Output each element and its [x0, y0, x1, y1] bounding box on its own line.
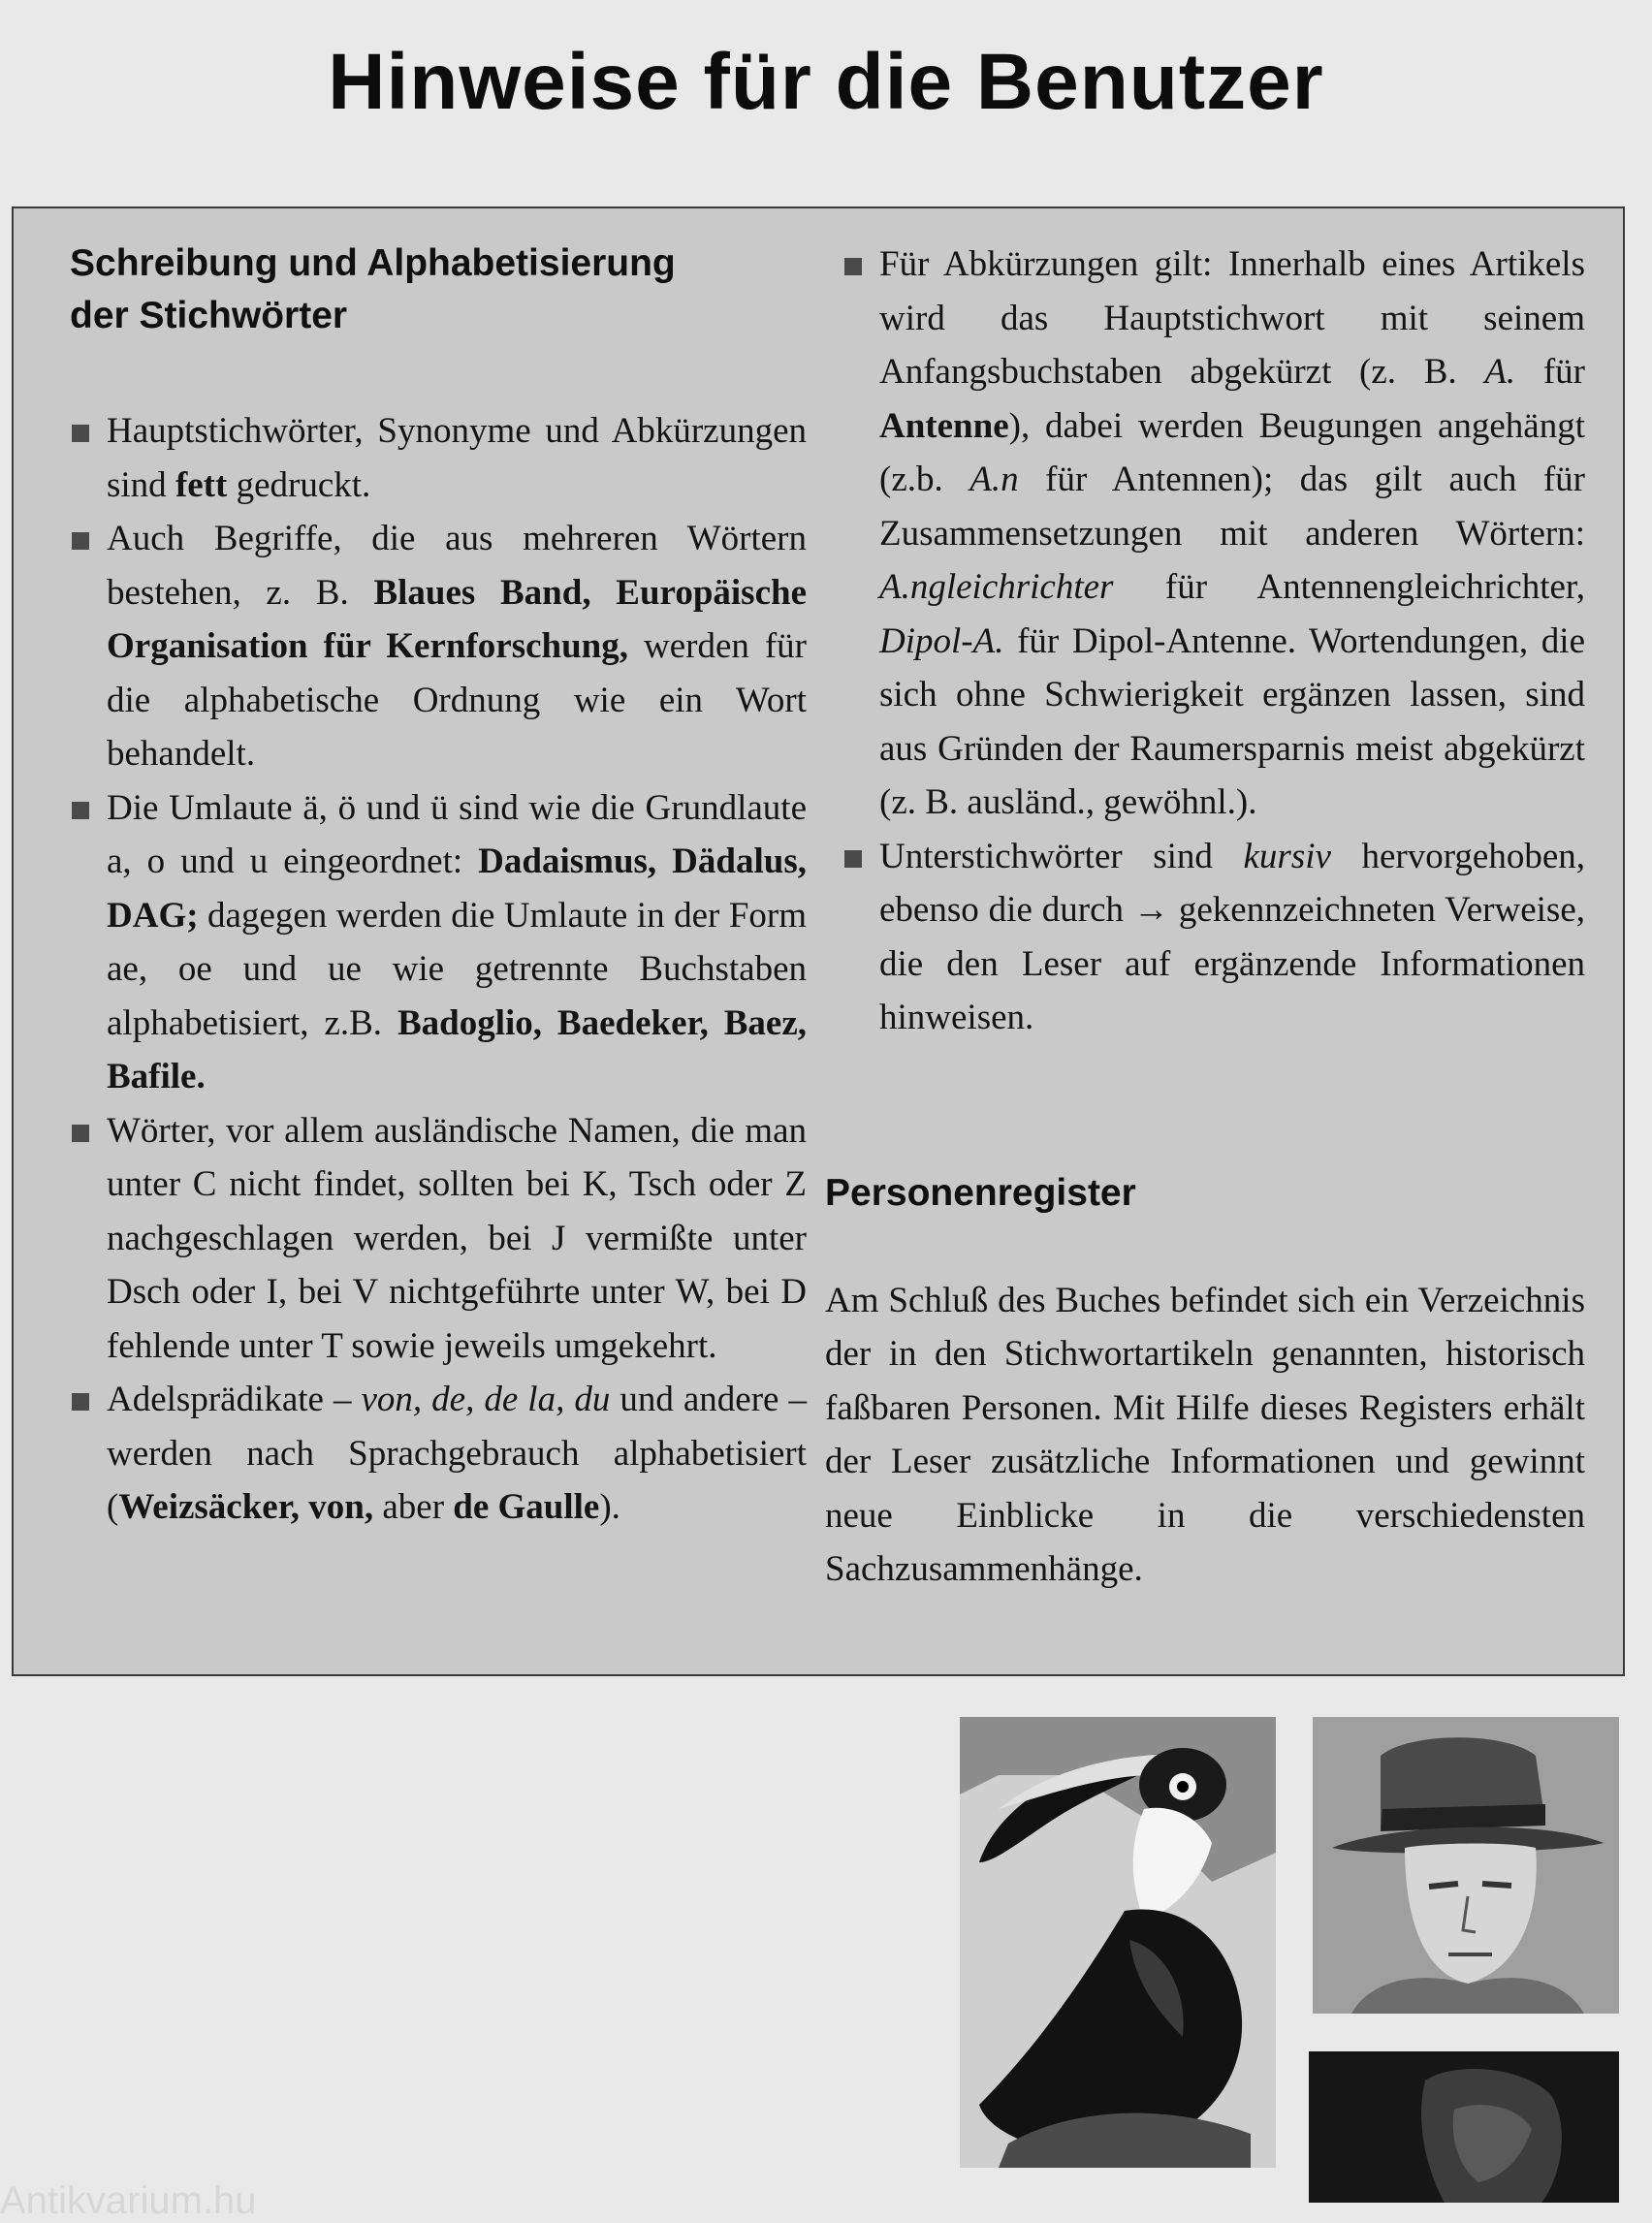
- text-run: Wörter, vor allem ausländische Namen, die man unter C nicht findet, sollten bei K, Tsch oder Z nachgeschlagen werden, bei J vermißte unter Dsch oder I, bei V nichtgeführte unter W, bei D fehlende unter T sowie jeweils umgekehrt.: [107, 1110, 807, 1366]
- bullet-square-icon: [72, 1125, 89, 1142]
- text-run: für Antennen); das gilt auch für Zusammensetzungen mit anderen Wörtern:: [879, 460, 1585, 554]
- right-column: [825, 238, 1585, 1597]
- section-heading-personenregister: Personenregister: [825, 1171, 1136, 1214]
- italic-run: A.: [1484, 352, 1516, 392]
- text-run: Hauptstichwörter, Synonyme und Abkürzungen sind: [107, 411, 807, 505]
- bullet-item: [70, 1104, 807, 1374]
- text-run: Für Abkürzungen gilt: Innerhalb eines Artikels wird das Hauptstichwort mit seinem Anfangsbuchstaben abgekürzt (z. B.: [879, 244, 1585, 392]
- italic-run: A.ngleichrichter: [879, 567, 1114, 607]
- text-run: für Dipol-Antenne. Wortendungen, die sich ohne Schwierigkeit ergänzen lassen, sind aus Gründen der Raumersparnis meist abgekürzt (z. B. ausländ., gewöhnl.).: [879, 620, 1585, 822]
- text-run: Die Umlaute ä, ö und ü sind wie die Grundlaute a, o und u eingeordnet:: [107, 787, 807, 881]
- italic-run: A.n: [969, 460, 1019, 499]
- italic-run: Dipol-A.: [879, 620, 1004, 661]
- bold-run: Antenne: [879, 405, 1009, 446]
- bullet-list-right: [842, 238, 1585, 1045]
- bold-run: de Gaulle: [453, 1487, 600, 1527]
- info-box: [12, 206, 1625, 1676]
- bullet-square-icon: [844, 850, 862, 868]
- text-run: für Antennengleichrichter,: [1113, 567, 1585, 607]
- italic-run: kursiv: [1243, 836, 1331, 876]
- bold-run: Dadaismus, Dädalus, DAG;: [107, 842, 807, 936]
- heading-line-2: der Stichwörter: [70, 295, 348, 336]
- bold-run: Blaues Band, Europäische Organisation für Kernforschung,: [107, 572, 807, 666]
- text-run: Auch Begriffe, die aus mehreren Wörtern bestehen, z. B.: [107, 519, 807, 613]
- bullet-square-icon: [72, 802, 89, 819]
- text-run: Unterstichwörter sind: [879, 836, 1244, 876]
- bullet-square-icon: [72, 425, 89, 442]
- bold-run: Weizsäcker, von,: [118, 1487, 374, 1527]
- text-run: und andere – werden nach Sprachgebrauch alphabetisiert (: [107, 1380, 807, 1527]
- bullet-square-icon: [72, 532, 89, 550]
- personenregister-text: Am Schluß des Buches befindet sich ein Verzeichnis der in den Stichwortartikeln genannten, historisch faßbaren Personen. Mit Hilfe dieses Registers erhält der Leser zusätzliche Informationen und gewinnt neue Einblicke in die verschiedensten Sachzusammenhänge.: [825, 1280, 1585, 1589]
- bullet-item: [70, 1373, 807, 1535]
- bullet-item: [70, 781, 807, 1104]
- text-run: dagegen werden die Umlaute in der Form ae, oe und ue wie getrennte Buchstaben alphabetisiert, z.B.: [107, 895, 807, 1043]
- text-run: ).: [599, 1487, 620, 1527]
- italic-run: von, de, de la, du: [361, 1380, 611, 1419]
- text-run: Adelsprädikate –: [107, 1380, 362, 1419]
- text-run: hervorgehoben, ebenso die durch → gekennzeichneten Verweise, die den Leser auf ergänzende Informationen hinweisen.: [879, 836, 1585, 1037]
- bullet-item: [70, 404, 807, 512]
- bullet-item: [70, 512, 807, 781]
- section-heading-schreibung: [70, 238, 807, 342]
- bullet-item: [842, 830, 1585, 1045]
- text-run: für: [1515, 352, 1585, 392]
- bullet-square-icon: [844, 258, 862, 275]
- heading-line-1: Schreibung und Alphabetisierung: [70, 242, 676, 284]
- footer-watermark: Antikvarium.hu: [0, 2179, 257, 2222]
- left-column: [70, 238, 807, 1535]
- man-with-hat-photo: [1313, 1717, 1619, 2014]
- bullet-item: [842, 238, 1585, 830]
- text-run: ), dabei werden Beugungen angehängt (z.b.: [879, 405, 1585, 499]
- text-run: gedruckt.: [227, 464, 371, 505]
- bold-run: fett: [175, 464, 228, 505]
- bold-run: Badoglio, Baedeker, Baez, Bafile.: [107, 1002, 807, 1096]
- dark-portrait-photo: [1309, 2051, 1619, 2203]
- text-run: werden für die alphabetische Ordnung wie ein Wort behandelt.: [107, 626, 808, 774]
- page-title: Hinweise für die Benutzer: [328, 38, 1324, 126]
- toucan-photo: [960, 1717, 1276, 2168]
- bullet-square-icon: [72, 1393, 89, 1411]
- text-run: aber: [373, 1487, 454, 1527]
- bullet-list-left: [70, 404, 807, 1535]
